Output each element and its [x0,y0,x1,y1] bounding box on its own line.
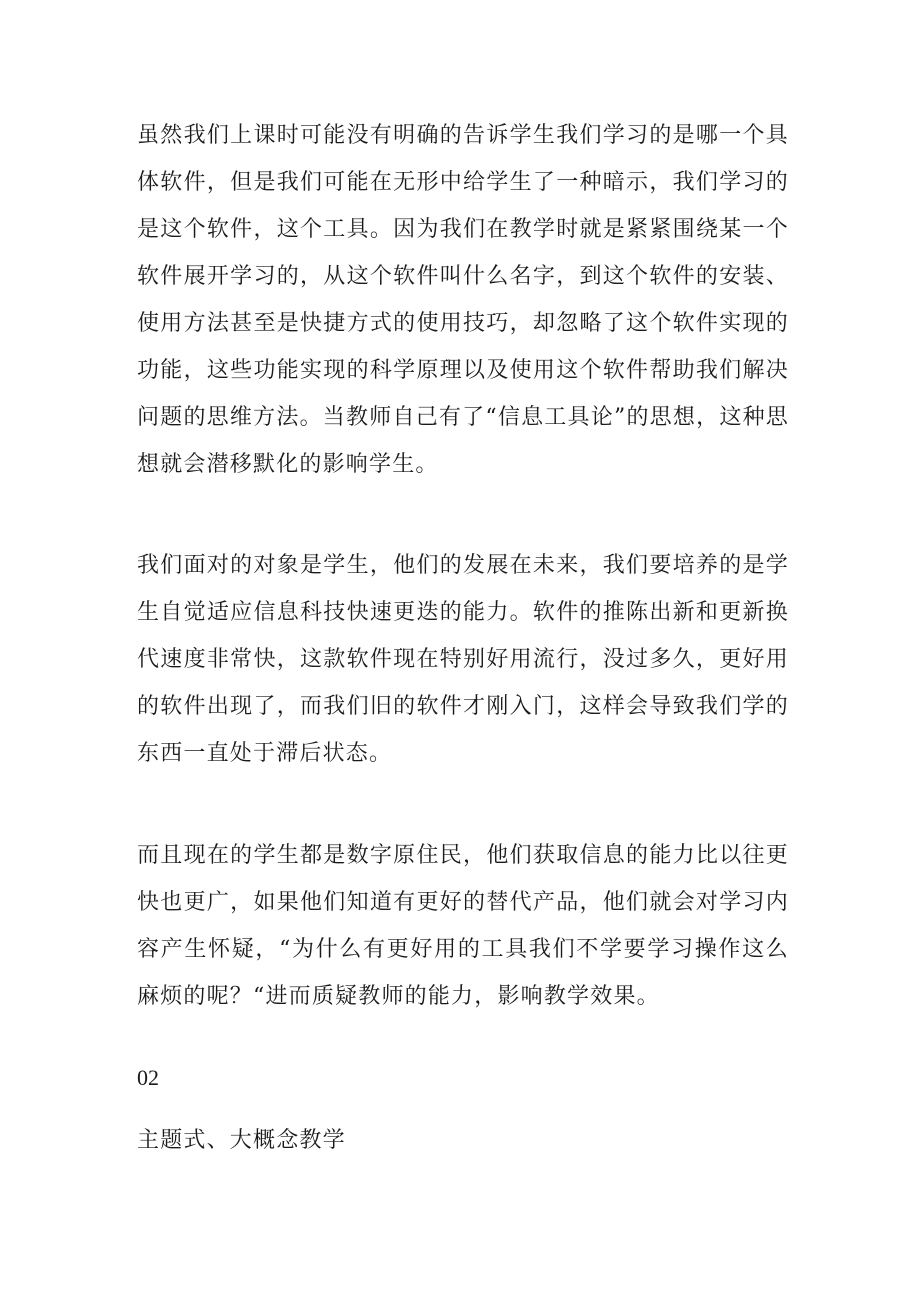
paragraph-3: 而且现在的学生都是数字原住民，他们获取信息的能力比以往更快也更广，如果他们知道有更好的替代产品，他们就会对学习内容产生怀疑，“为什么有更好用的工具我们不学要学习操作这么麻烦的呢？“进而质疑教师的能力，影响教学效果。 [137,843,789,1009]
section-number: 02 [137,1065,159,1090]
paragraph-2: 我们面对的对象是学生，他们的发展在未来，我们要培养的是学生自觉适应信息科技快速更迭的能力。软件的推陈出新和更新换代速度非常快，这款软件现在特别好用流行，没过多久，更好用的软件出现了，而我们旧的软件才刚入门，这样会导致我们学的东西一直处于滞后状态。 [137,553,789,766]
paragraph-1: 虽然我们上课时可能没有明确的告诉学生我们学习的是哪一个具体软件，但是我们可能在无形中给学生了一种暗示，我们学习的是这个软件，这个工具。因为我们在教学时就是紧紧围绕某一个软件展开学习的，从这个软件叫什么名字，到这个软件的安装、使用方法甚至是快捷方式的使用技巧，却忽略了这个软件实现的功能，这些功能实现的科学原理以及使用这个软件帮助我们解决问题的思维方法。当教师自己有了“信息工具论”的思想，这种思想就会潜移默化的影响学生。 [137,123,789,477]
section-title: 主题式、大概念教学 [137,1128,346,1153]
